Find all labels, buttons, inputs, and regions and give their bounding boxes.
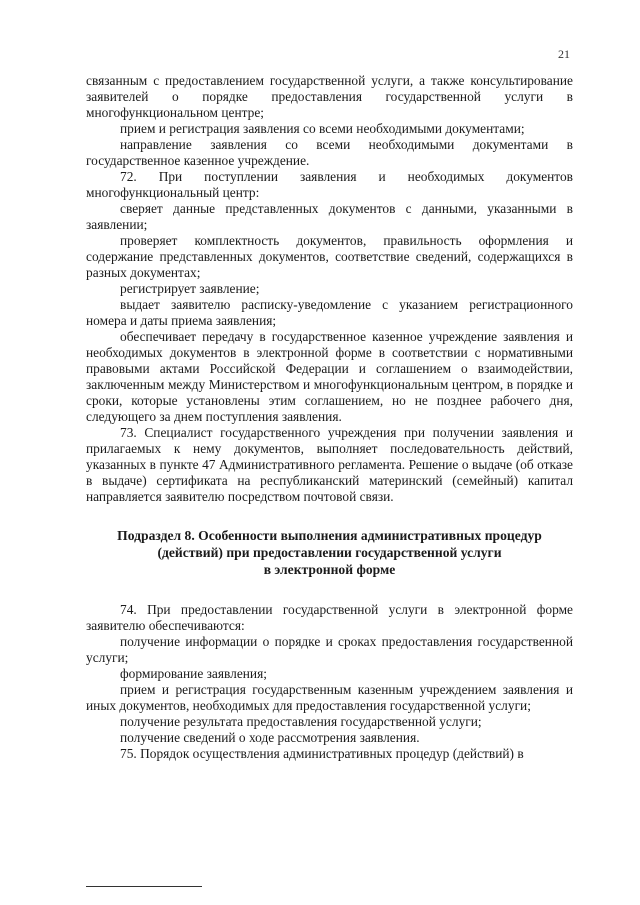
paragraph: получение сведений о ходе рассмотрения заявления. <box>120 730 420 745</box>
paragraph: сверяет данные представленных документов с данными, указанными в заявлении; <box>86 201 573 232</box>
paragraph: 72. При поступлении заявления и необходимых документов многофункциональный центр: <box>86 169 573 200</box>
paragraph: 73. Специалист государственного учреждения при получении заявления и прилагаемых к нему документов, выполняет последовательность действий, указанных в пункте 47 Административного регламента. Решение о выдаче (об отказе в выдаче) сертификата на республиканский материнский (семейный) капитал направляется заявителю посредством почтовой связи. <box>86 425 573 504</box>
paragraph: получение результата предоставления государственной услуги; <box>120 714 482 729</box>
paragraph: прием и регистрация государственным казенным учреждением заявления и иных документов, необходимых для предоставления государственной услуги; <box>86 682 573 713</box>
section-title-line-2: (действий) при предоставлении государственной услуги <box>157 545 502 560</box>
paragraph: 75. Порядок осуществления административных процедур (действий) в <box>120 746 524 761</box>
page-number: 21 <box>558 47 570 61</box>
paragraph: прием и регистрация заявления со всеми необходимыми документами; <box>120 121 525 136</box>
paragraph: получение информации о порядке и сроках предоставления государственной услуги; <box>86 634 573 665</box>
document-body <box>86 73 573 762</box>
section-title <box>86 527 573 578</box>
paragraph: 74. При предоставлении государственной услуги в электронной форме заявителю обеспечиваются: <box>86 602 573 633</box>
paragraph: связанным с предоставлением государственной услуги, а также консультирование заявителей о порядке предоставления государственной услуги в многофункциональном центре; <box>86 73 573 120</box>
paragraph: направление заявления со всеми необходимыми документами в государственное казенное учреждение. <box>86 137 573 168</box>
section-title-line-1: Подраздел 8. Особенности выполнения административных процедур <box>117 528 542 543</box>
paragraph: проверяет комплектность документов, правильность оформления и содержание представленных документов, соответствие сведений, содержащихся в разных документах; <box>86 233 573 280</box>
paragraph: обеспечивает передачу в государственное казенное учреждение заявления и необходимых документов в электронной форме в соответствии с нормативными правовыми актами Российской Федерации и соглашением о взаимодействии, заключенным между Министерством и многофункциональным центром, в порядке и сроки, которые установлены этим соглашением, но не позднее рабочего дня, следующего за днем поступления заявления. <box>86 329 573 424</box>
section-title-line-3: в электронной форме <box>263 562 396 577</box>
paragraphs-before-section <box>86 73 573 505</box>
paragraph: выдает заявителю расписку-уведомление с указанием регистрационного номера и даты приема заявления; <box>86 297 573 328</box>
footnote-separator <box>86 886 202 887</box>
paragraph: формирование заявления; <box>120 666 267 681</box>
paragraph: регистрирует заявление; <box>120 281 260 296</box>
paragraphs-after-section <box>86 602 573 762</box>
